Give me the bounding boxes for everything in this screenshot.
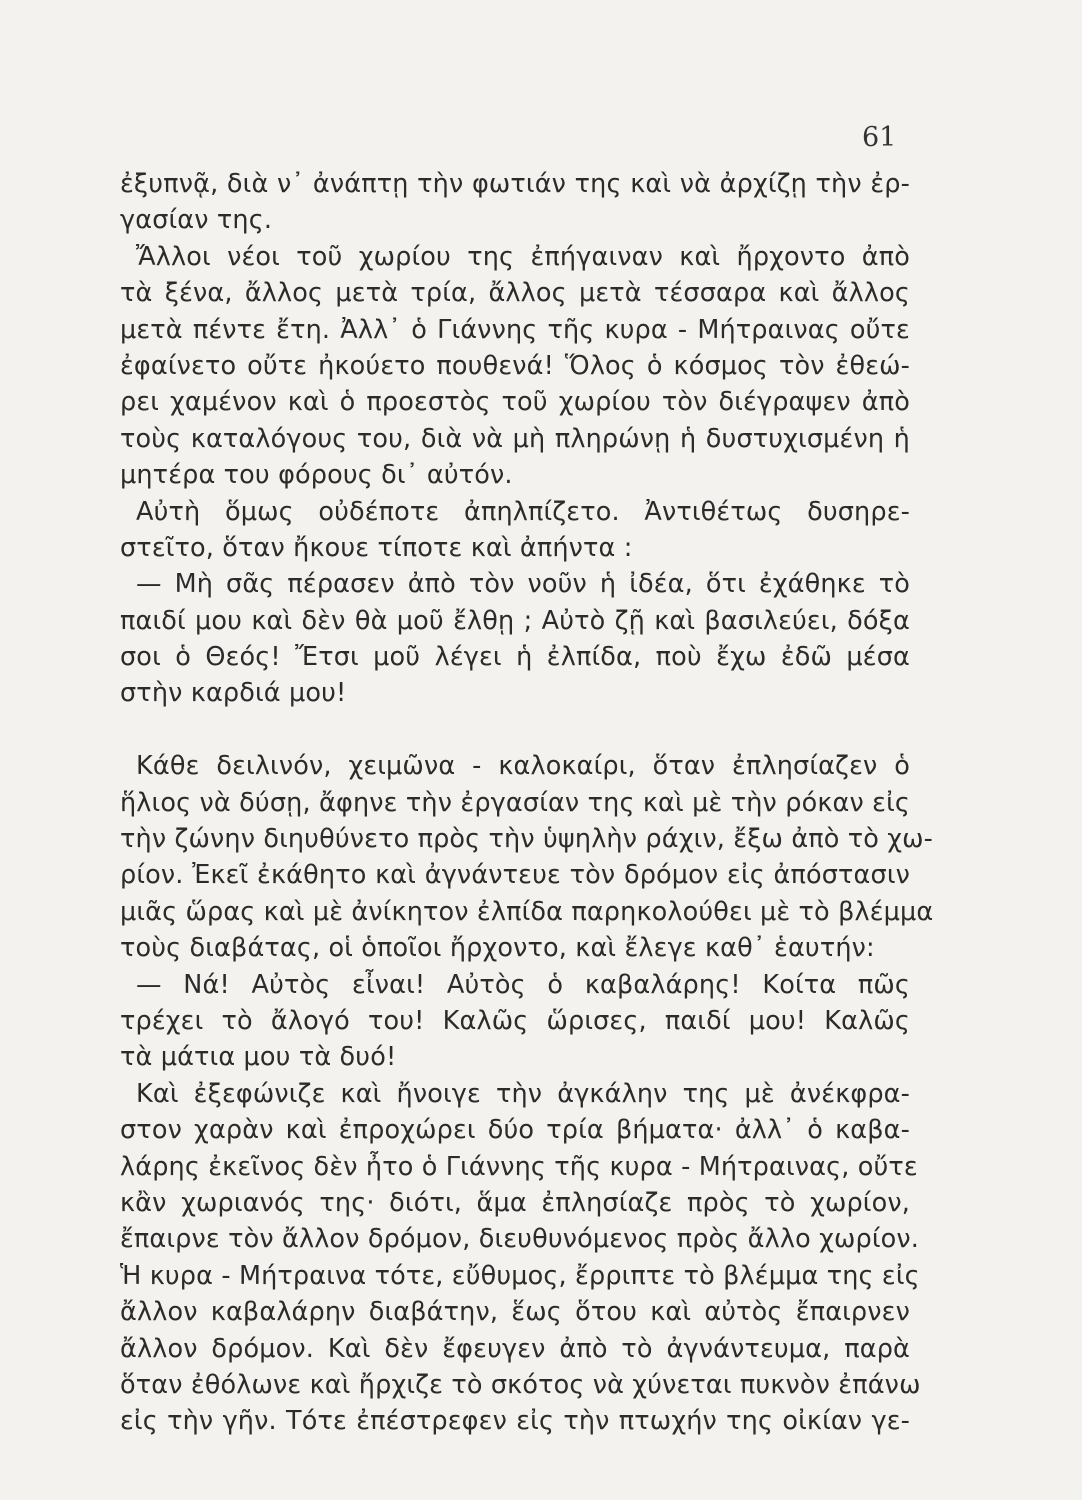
text-line: στον χαρὰν καὶ ἐπροχώρει δύο τρία βήματα· ἀλλ᾽ ὁ καβα- [120,1115,910,1146]
text-line: ἐξυπνᾷ, διὰ ν᾽ ἀνάπτῃ τὴν φωτιάν της καὶ νὰ ἀρχίζῃ τὴν ἐρ- [120,169,910,199]
text-line: τοὺς καταλόγους του, διὰ νὰ μὴ πληρώνῃ ἡ δυστυχισμένη ἡ [120,423,910,454]
text-line: τὴν ζώνην διηυθύνετο πρὸς τὴν ὑψηλὴν ράχιν, ἔξω ἀπὸ τὸ χω- [120,824,934,855]
text-line: εἰς τὴν γῆν. Τότε ἐπέστρεφεν εἰς τὴν πτωχήν της οἰκίαν γε- [120,1406,910,1437]
text-line: Ἄλλοι νέοι τοῦ χωρίου της ἐπήγαιναν καὶ ἤρχοντο ἀπὸ [136,241,910,272]
text-line: ἥλιος νὰ δύσῃ, ἄφηνε τὴν ἐργασίαν της καὶ μὲ τὴν ρόκαν εἰς [120,787,910,818]
text-line: τρέχει τὸ ἄλογό του! Καλῶς ὥρισες, παιδί μου! Καλῶς [120,1005,910,1036]
text-line: ἄλλον δρόμον. Καὶ δὲν ἔφευγεν ἀπὸ τὸ ἀγνάντευμα, παρὰ [120,1333,910,1364]
text-line: ἔπαιρνε τὸν ἄλλον δρόμον, διευθυνόμενος πρὸς ἄλλο χωρίον. [120,1224,920,1255]
text-line: Καὶ ἐξεφώνιζε καὶ ἤνοιγε τὴν ἀγκάλην της μὲ ἀνέκφρα- [136,1078,910,1109]
text-line: ἄλλον καβαλάρην διαβάτην, ἕως ὅτου καὶ αὐτὸς ἔπαιρνεν [120,1297,910,1328]
text-line: τοὺς διαβάτας, οἱ ὁποῖοι ἤρχοντο, καὶ ἔλεγε καθ᾽ ἑαυτήν: [120,933,875,964]
text-line: τὰ ξένα, ἄλλος μετὰ τρία, ἄλλος μετὰ τέσσαρα καὶ ἄλλος [120,278,910,309]
text-line: ὅταν ἐθόλωνε καὶ ἤρχιζε τὸ σκότος νὰ χύνεται πυκνὸν ἐπάνω [120,1369,921,1400]
text-line: ἐφαίνετο οὔτε ἠκούετο πουθενά! Ὅλος ὁ κόσμος τὸν ἐθεώ- [120,350,910,381]
text-line: στεῖτο, ὅταν ἤκουε τίποτε καὶ ἀπήντα : [120,532,633,563]
text-line: μιᾶς ὥρας καὶ μὲ ἀνίκητον ἐλπίδα παρηκολούθει μὲ τὸ βλέμμα [120,896,934,927]
text-line: μετὰ πέντε ἔτη. Ἀλλ᾽ ὁ Γιάννης τῆς κυρα - Μήτραινας οὔτε [120,314,910,345]
text-line: ρει χαμένον καὶ ὁ προεστὸς τοῦ χωρίου τὸν διέγραψεν ἀπὸ [120,387,910,418]
text-line: παιδί μου καὶ δὲν θὰ μοῦ ἔλθῃ ; Αὐτὸ ζῇ καὶ βασιλεύει, δόξα [120,605,910,636]
text-line: κἂν χωριανός της· διότι, ἅμα ἐπλησίαζε πρὸς τὸ χωρίον, [120,1187,910,1218]
text-line: Αὐτὴ ὅμως οὐδέποτε ἀπηλπίζετο. Ἀντιθέτως δυσηρε- [136,496,910,527]
text-line: Ἡ κυρα - Μήτραινα τότε, εὔθυμος, ἔρριπτε τὸ βλέμμα της εἰς [120,1260,920,1291]
text-line: τὰ μάτια μου τὰ δυό! [120,1042,397,1073]
text-line: Κάθε δειλινόν, χειμῶνα - καλοκαίρι, ὅταν ἐπλησίαζεν ὁ [136,751,910,782]
text-line: — Νά! Αὐτὸς εἶναι! Αὐτὸς ὁ καβαλάρης! Κοίτα πῶς [136,969,910,1000]
page-number: 61 [862,122,897,153]
text-line: λάρης ἐκεῖνος δὲν ἦτο ὁ Γιάννης τῆς κυρα - Μήτραινας, οὔτε [120,1151,918,1182]
text-line: γασίαν της. [120,205,273,236]
text-line: — Μὴ σᾶς πέρασεν ἀπὸ τὸν νοῦν ἡ ἰδέα, ὅτι ἐχάθηκε τὸ [136,569,910,600]
text-line: σοι ὁ Θεός! Ἔτσι μοῦ λέγει ἡ ἐλπίδα, ποὺ ἔχω ἐδῶ μέσα [120,642,910,673]
paragraph-gap [120,712,910,748]
body-text [120,166,934,1440]
text-line: ρίον. Ἐκεῖ ἐκάθητο καὶ ἀγνάντευε τὸν δρόμον εἰς ἀπόστασιν [120,860,910,891]
text-line: στὴν καρδιά μου! [120,678,347,709]
text-line: μητέρα του φόρους δι᾽ αὐτόν. [120,460,513,491]
